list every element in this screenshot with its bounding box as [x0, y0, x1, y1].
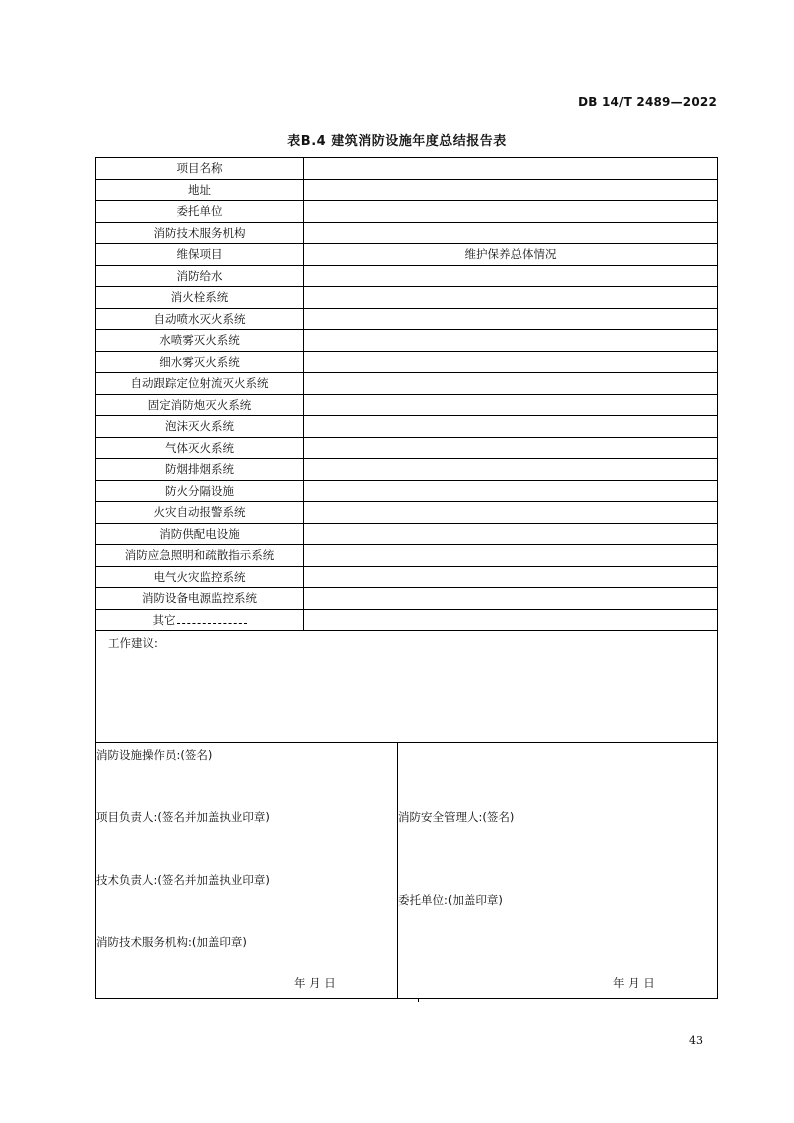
info-value	[304, 179, 718, 201]
item-label: 自动喷水灭火系统	[96, 308, 304, 330]
item-status	[304, 373, 718, 395]
item-label: 防烟排烟系统	[96, 459, 304, 481]
signature-divider	[397, 743, 398, 998]
table-row	[96, 287, 718, 309]
info-row	[96, 158, 718, 180]
info-row	[96, 201, 718, 223]
table-row	[96, 373, 718, 395]
operator-signature: 消防设施操作员:(签名)	[96, 748, 213, 762]
table-row	[96, 308, 718, 330]
table-row	[96, 330, 718, 352]
other-label: 其它	[152, 612, 176, 627]
safety-manager-signature: 消防安全管理人:(签名)	[398, 810, 515, 824]
items-header-right: 维护保养总体情况	[304, 244, 718, 266]
info-value	[304, 158, 718, 180]
tech-lead-signature: 技术负责人:(签名并加盖执业印章)	[96, 873, 270, 887]
item-label: 电气火灾监控系统	[96, 566, 304, 588]
items-header-left: 维保项目	[96, 244, 304, 266]
page-number: 43	[689, 1034, 703, 1047]
item-status	[304, 308, 718, 330]
signature-section	[95, 743, 718, 999]
other-status	[304, 609, 718, 631]
item-label: 气体灭火系统	[96, 437, 304, 459]
item-label: 自动跟踪定位射流灭火系统	[96, 373, 304, 395]
table-row	[96, 394, 718, 416]
item-status	[304, 416, 718, 438]
table-row	[96, 502, 718, 524]
table-title: 表B.4 建筑消防设施年度总结报告表	[287, 134, 507, 149]
items-header-row	[96, 244, 718, 266]
table-row	[96, 459, 718, 481]
table-row	[96, 437, 718, 459]
item-label: 消防供配电设施	[96, 523, 304, 545]
item-status	[304, 351, 718, 373]
table-row	[96, 545, 718, 567]
table-row	[96, 265, 718, 287]
page-mark	[418, 998, 419, 1002]
table-row	[96, 523, 718, 545]
info-label: 委托单位	[96, 201, 304, 223]
item-label: 细水雾灭火系统	[96, 351, 304, 373]
item-label: 消防设备电源监控系统	[96, 588, 304, 610]
item-label: 火灾自动报警系统	[96, 502, 304, 524]
other-blank-line	[177, 612, 247, 624]
item-status	[304, 480, 718, 502]
item-status	[304, 545, 718, 567]
info-label: 项目名称	[96, 158, 304, 180]
client-seal: 委托单位:(加盖印章)	[398, 893, 503, 907]
item-status	[304, 588, 718, 610]
table-row	[96, 566, 718, 588]
item-status	[304, 523, 718, 545]
item-status	[304, 287, 718, 309]
item-status	[304, 459, 718, 481]
items-table	[95, 157, 718, 631]
info-value	[304, 201, 718, 223]
info-label: 消防技术服务机构	[96, 222, 304, 244]
date-left: 年 月 日	[294, 976, 336, 990]
info-value	[304, 222, 718, 244]
document-code: DB 14/T 2489—2022	[578, 95, 717, 109]
other-row	[96, 609, 718, 631]
item-label: 防火分隔设施	[96, 480, 304, 502]
item-label: 固定消防炮灭火系统	[96, 394, 304, 416]
item-status	[304, 437, 718, 459]
table-row	[96, 480, 718, 502]
item-status	[304, 394, 718, 416]
info-row	[96, 179, 718, 201]
table-row	[96, 588, 718, 610]
advice-label: 工作建议:	[108, 636, 158, 650]
item-status	[304, 566, 718, 588]
item-label: 泡沫灭火系统	[96, 416, 304, 438]
info-row	[96, 222, 718, 244]
table-row	[96, 351, 718, 373]
item-label: 水喷雾灭火系统	[96, 330, 304, 352]
info-label: 地址	[96, 179, 304, 201]
report-form	[95, 157, 717, 999]
service-org-seal: 消防技术服务机构:(加盖印章)	[96, 935, 247, 949]
other-cell	[96, 609, 304, 631]
advice-section	[95, 631, 718, 743]
project-lead-signature: 项目负责人:(签名并加盖执业印章)	[96, 810, 270, 824]
date-right: 年 月 日	[613, 976, 655, 990]
table-row	[96, 416, 718, 438]
item-status	[304, 502, 718, 524]
item-label: 消防给水	[96, 265, 304, 287]
item-status	[304, 265, 718, 287]
item-label: 消火栓系统	[96, 287, 304, 309]
item-status	[304, 330, 718, 352]
item-label: 消防应急照明和疏散指示系统	[96, 545, 304, 567]
